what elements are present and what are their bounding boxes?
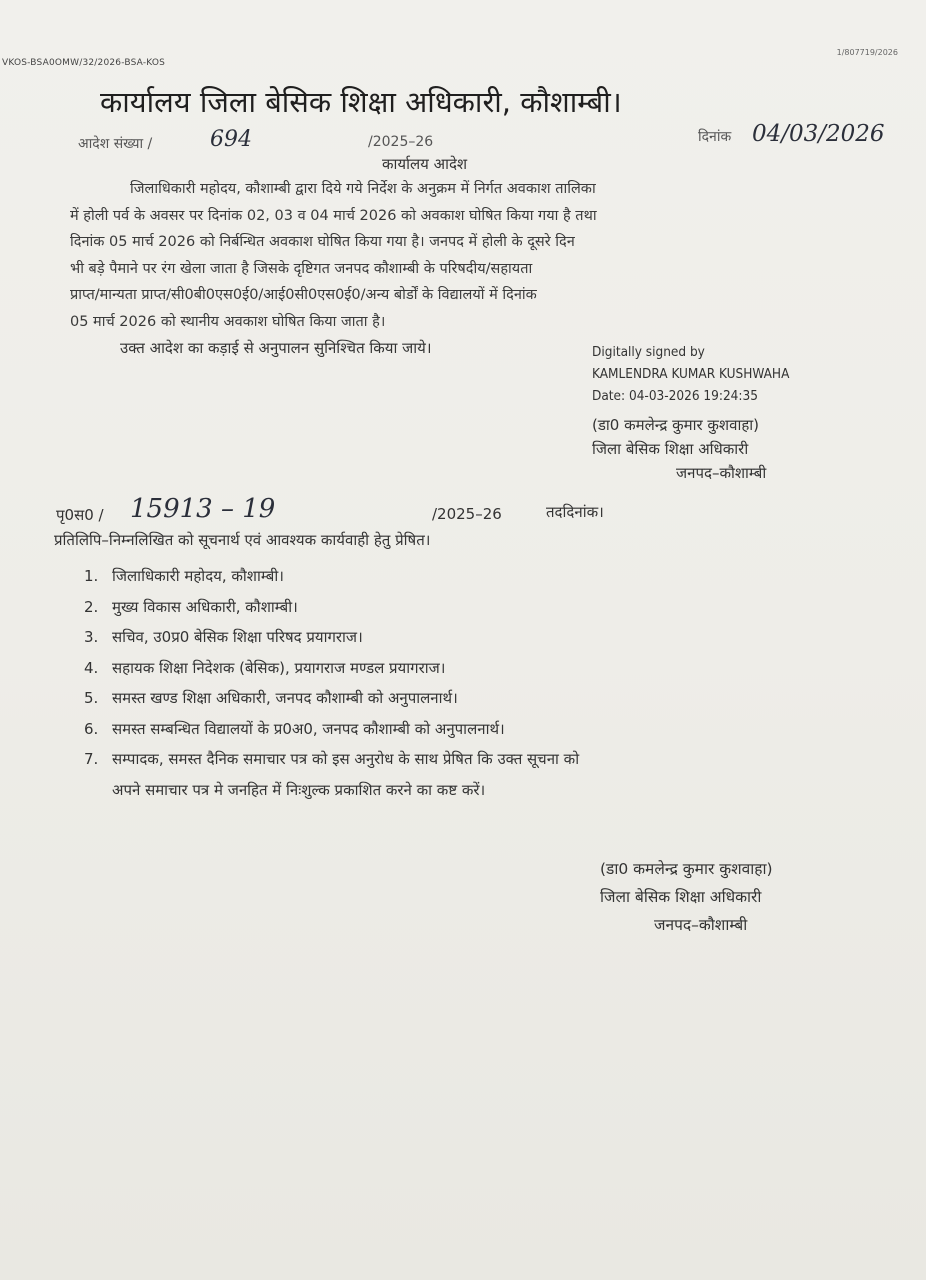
list-item-continuation: अपने समाचार पत्र मे जनहित में निःशुल्क प्रकाशित करने का कष्ट करें। bbox=[112, 780, 486, 799]
order-body bbox=[70, 176, 818, 336]
list-item: 6. समस्त सम्बन्धित विद्यालयों के प्र0अ0, जनपद कौशाम्बी को अनुपालनार्थ। bbox=[84, 719, 505, 738]
body-line: दिनांक 05 मार्च 2026 को निर्बन्धित अवकाश घोषित किया गया है। जनपद में होली के दूसरे दिन bbox=[70, 234, 575, 251]
list-item: 7. सम्पादक, समस्त दैनिक समाचार पत्र को इस अनुरोध के साथ प्रेषित कि उक्त सूचना को bbox=[84, 750, 580, 768]
list-item: 1. जिलाधिकारी महोदय, कौशाम्बी। bbox=[84, 567, 284, 585]
digital-signature-block bbox=[592, 341, 789, 407]
endorsement-year: /2025–26 bbox=[432, 505, 502, 523]
footer-signatory-designation: जिला बेसिक शिक्षा अधिकारी bbox=[600, 888, 762, 906]
file-number: VKOS-BSA0OMW/32/2026-BSA-KOS bbox=[2, 58, 166, 68]
body-line: भी बड़े पैमाने पर रंग खेला जाता है जिसके दृष्टिगत जनपद कौशाम्बी के परिषदीय/सहायता bbox=[70, 260, 533, 277]
signatory-district: जनपद–कौशाम्बी bbox=[676, 464, 767, 482]
compliance-instruction: उक्त आदेश का कड़ाई से अनुपालन सुनिश्चित किया जाये। bbox=[120, 339, 432, 357]
order-number-handwritten: 694 bbox=[210, 127, 252, 152]
body-line: जिलाधिकारी महोदय, कौशाम्बी द्वारा दिये गये निर्देश के अनुक्रम में निर्गत अवकाश तालिका bbox=[130, 181, 596, 197]
signatory-name: (डा0 कमलेन्द्र कुमार कुशवाहा) bbox=[592, 416, 760, 434]
endorsement-number-handwritten: 15913 – 19 bbox=[130, 494, 276, 524]
office-title: कार्यालय जिला बेसिक शिक्षा अधिकारी, कौशाम्बी। bbox=[100, 85, 622, 119]
list-item: 2. मुख्य विकास अधिकारी, कौशाम्बी। bbox=[84, 597, 298, 616]
digital-signature-line: Digitally signed by bbox=[592, 344, 705, 360]
copy-to-heading: प्रतिलिपि–निम्नलिखित को सूचनार्थ एवं आवश्यक कार्यवाही हेतु प्रेषित। bbox=[54, 531, 431, 549]
date-handwritten: 04/03/2026 bbox=[752, 121, 885, 147]
order-number-label: आदेश संख्या / bbox=[78, 136, 153, 152]
order-year: /2025–26 bbox=[368, 134, 434, 150]
body-line: में होली पर्व के अवसर पर दिनांक 02, 03 व 04 मार्च 2026 को अवकाश घोषित किया गया है तथा bbox=[70, 207, 597, 224]
footer-signatory-name: (डा0 कमलेन्द्र कुमार कुशवाहा) bbox=[600, 860, 773, 878]
digital-signature-date: Date: 04-03-2026 19:24:35 bbox=[592, 388, 758, 404]
digital-signature-name: KAMLENDRA KUMAR KUSHWAHA bbox=[592, 366, 790, 382]
same-date-text: तददिनांक। bbox=[546, 503, 604, 521]
signatory-block bbox=[592, 413, 766, 485]
body-line: 05 मार्च 2026 को स्थानीय अवकाश घोषित किया जाता है। bbox=[70, 313, 386, 330]
footer-signatory-district: जनपद–कौशाम्बी bbox=[654, 916, 748, 934]
body-line: प्राप्त/मान्यता प्राप्त/सी0बी0एस0ई0/आई0सी0एस0ई0/अन्य बोर्डों के विद्यालयों में दिनांक bbox=[70, 287, 537, 304]
copy-recipient-list bbox=[84, 561, 579, 805]
list-item: 3. सचिव, उ0प्र0 बेसिक शिक्षा परिषद प्रयागराज। bbox=[84, 628, 363, 646]
list-item: 4. सहायक शिक्षा निदेशक (बेसिक), प्रयागराज मण्डल प्रयागराज। bbox=[84, 658, 446, 677]
endorsement-label: पृ0स0 / bbox=[56, 506, 104, 524]
signatory-designation: जिला बेसिक शिक्षा अधिकारी bbox=[592, 440, 749, 458]
order-heading: कार्यालय आदेश bbox=[382, 155, 468, 173]
list-item: 5. समस्त खण्ड शिक्षा अधिकारी, जनपद कौशाम्बी को अनुपालनार्थ। bbox=[84, 689, 458, 707]
reference-number: 1/807719/2026 bbox=[836, 48, 898, 57]
footer-signatory-block bbox=[600, 855, 773, 939]
date-label: दिनांक bbox=[698, 129, 732, 145]
